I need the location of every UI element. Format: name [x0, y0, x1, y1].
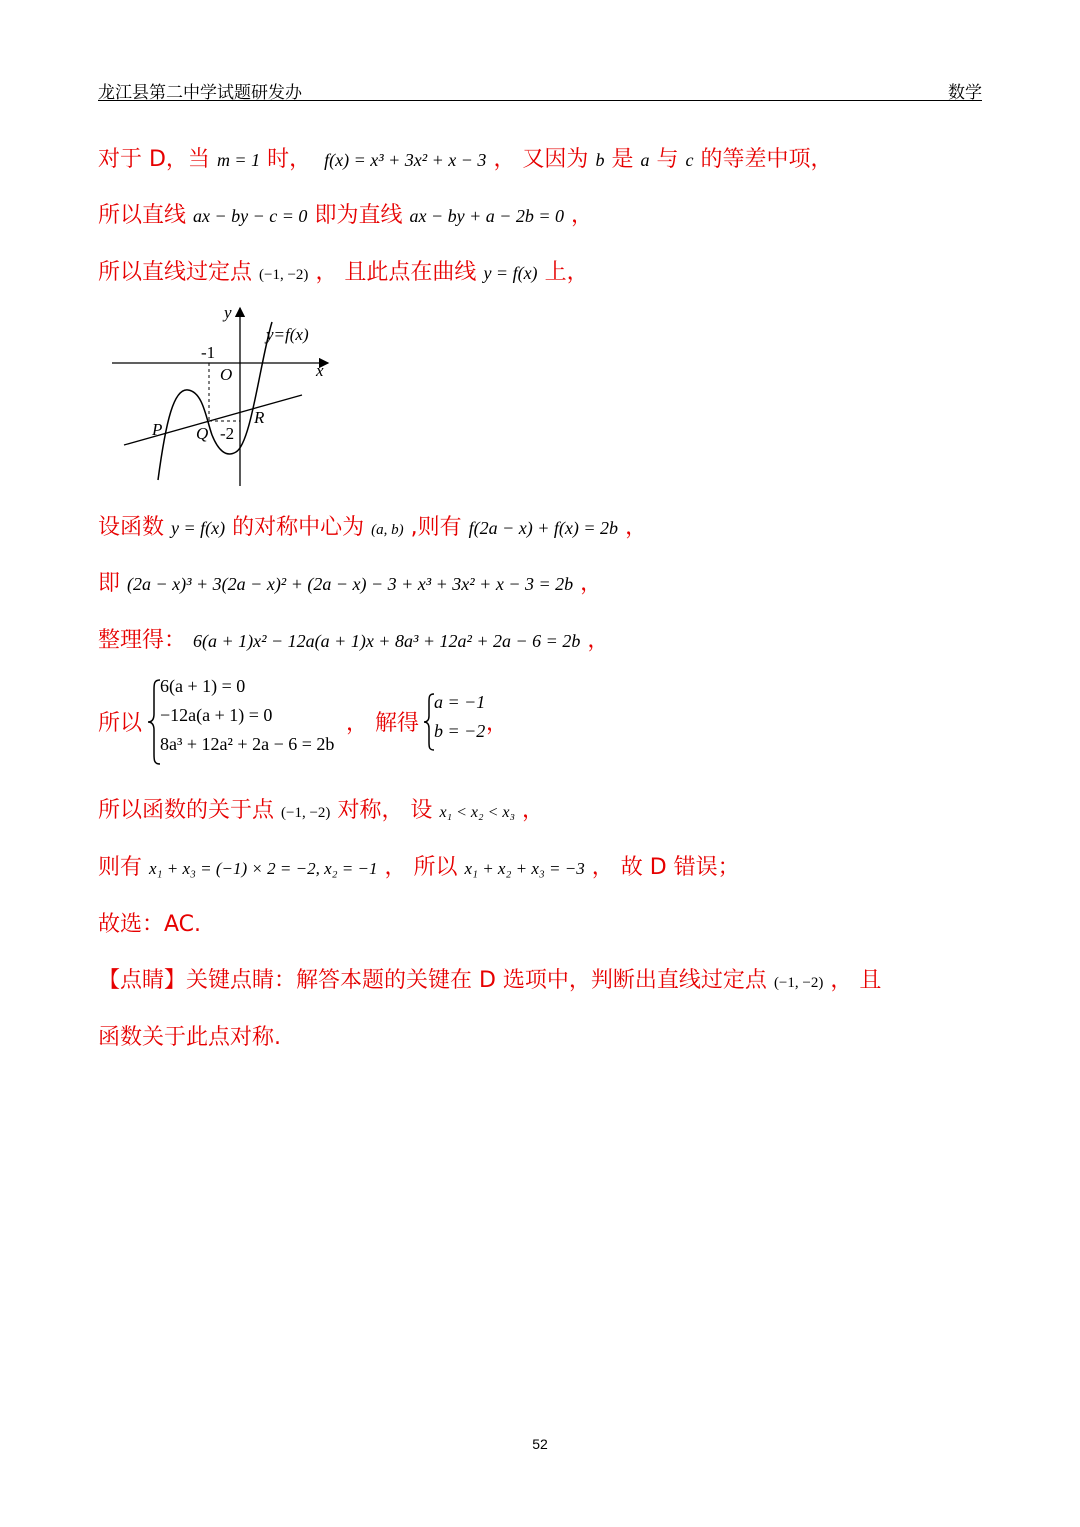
text: 所以: [98, 711, 143, 736]
text: ， 且: [830, 968, 882, 993]
math: c: [685, 150, 694, 170]
math: (2a − x)³ + 3(2a − x)² + (2a − x) − 3 + x³ + 3x² + x − 3 = 2b: [127, 574, 574, 594]
text: 是: [611, 147, 634, 172]
solution-line-1: [98, 142, 832, 173]
solution-line-3: [98, 255, 589, 286]
solution-a: a = −1: [434, 692, 486, 712]
math: x₁ + x₃ = (−1) × 2 = −2, x₂ = −1: [149, 859, 378, 878]
equation: 6(a + 1) = 0: [160, 676, 246, 696]
solution-line-8: [98, 793, 544, 824]
math: a: [640, 150, 650, 170]
tick-label-x: -1: [201, 343, 216, 362]
math: y = f(x): [483, 263, 538, 283]
solution-line-5: [98, 566, 602, 597]
key-point-line-1: [98, 963, 881, 994]
point-p-label: P: [152, 420, 163, 439]
text: 设函数: [98, 515, 165, 540]
math: f(2a − x) + f(x) = 2b: [468, 518, 619, 538]
solution-line-6: [98, 623, 609, 654]
text: 【点睛】关键点睛：解答本题的关键在 D 选项中，判断出直线过定点: [98, 968, 767, 993]
text: ，: [580, 571, 603, 596]
text: 对称， 设: [337, 798, 433, 823]
text: 与: [656, 147, 679, 172]
tick-label-y: -2: [220, 424, 235, 443]
final-answer: 故选：AC.: [98, 912, 202, 937]
math: x₁ < x₂ < x₃: [439, 804, 516, 821]
math: 6(a + 1)x² − 12a(a + 1)x + 8a³ + 12a² + 2a − 6 = 2b: [193, 631, 581, 651]
text: ，: [571, 203, 594, 228]
curve-label: y=f(x): [266, 325, 309, 344]
origin-label: O: [220, 365, 233, 384]
text: ， 又因为: [493, 147, 589, 172]
text: ， 且此点在曲线: [315, 260, 477, 285]
key-point-line-2: [98, 1020, 281, 1051]
text: 对于 D，当: [98, 147, 210, 172]
math: ax − by − c = 0: [193, 206, 308, 226]
text: ，: [522, 798, 545, 823]
solution-line-2: [98, 198, 593, 229]
text: 函数关于此点对称.: [98, 1025, 281, 1050]
function-graph-figure: [108, 300, 338, 490]
text: 时，: [267, 147, 312, 172]
y-axis-label: y: [224, 303, 232, 322]
equation: 8a³ + 12a² + 2a − 6 = 2b: [160, 734, 335, 754]
text: ，: [625, 515, 648, 540]
text: 的对称中心为: [232, 515, 365, 540]
text: 的等差中项，: [700, 147, 833, 172]
math: m = 1: [216, 150, 261, 170]
math: (a, b): [371, 522, 404, 538]
solution-line-4: [98, 510, 647, 541]
equation: −12a(a + 1) = 0: [160, 705, 273, 725]
text: 所以直线过定点: [98, 260, 253, 285]
math: (−1, −2): [773, 975, 824, 991]
x-axis-label: x: [316, 361, 324, 380]
solution-b: b = −2: [434, 721, 486, 741]
text: ， 故 D 错误；: [591, 855, 740, 880]
math: b: [595, 150, 605, 170]
text: 上，: [544, 260, 589, 285]
text: ， 解得: [346, 711, 419, 736]
header-school: 龙江县第二中学试题研发办: [98, 83, 302, 103]
text: ，: [587, 628, 610, 653]
math: ax − by + a − 2b = 0: [409, 206, 565, 226]
text: ，: [486, 711, 509, 736]
text: 所以函数的关于点: [98, 798, 275, 823]
page-number: 52: [532, 1436, 548, 1452]
math: (−1, −2): [281, 805, 331, 821]
page-header: [98, 76, 982, 101]
math: f(x) = x³ + 3x² + x − 3: [324, 150, 487, 170]
text: ， 所以: [384, 855, 458, 880]
text: 则有: [98, 855, 143, 880]
solution-system: [434, 692, 485, 750]
point-r-label: R: [254, 408, 265, 427]
text: 即: [98, 571, 121, 596]
math: (−1, −2): [259, 267, 309, 283]
math: x₁ + x₂ + x₃ = −3: [464, 859, 585, 878]
text: ,则有: [410, 515, 462, 540]
header-subject: 数学: [948, 83, 982, 103]
point-q-label: Q: [196, 424, 209, 443]
solution-line-10: [98, 907, 201, 938]
text: 即为直线: [314, 203, 403, 228]
solution-line-9: [98, 850, 740, 881]
text: 整理得：: [98, 628, 187, 653]
math: y = f(x): [171, 518, 226, 538]
text: 所以直线: [98, 203, 187, 228]
equation-system: [160, 676, 334, 763]
